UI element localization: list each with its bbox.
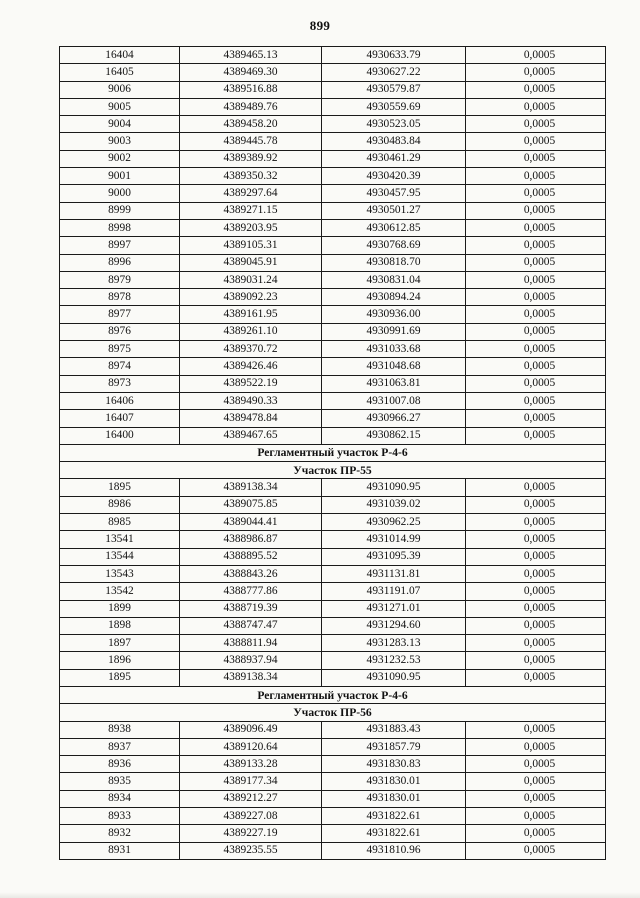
point-number-cell: 16404 (60, 47, 180, 64)
accuracy-cell: 0,0005 (466, 756, 606, 773)
point-number-cell: 8985 (60, 514, 180, 531)
table-row (60, 617, 606, 634)
accuracy-cell: 0,0005 (466, 669, 606, 686)
table-row (60, 652, 606, 669)
table-row (60, 116, 606, 133)
y-coordinate-cell: 4931232.53 (322, 652, 466, 669)
accuracy-cell: 0,0005 (466, 306, 606, 323)
section-heading: Участок ПР-55 (60, 462, 606, 479)
section-heading: Регламентный участок Р-4-6 (60, 444, 606, 461)
x-coordinate-cell: 4389133.28 (180, 756, 322, 773)
accuracy-cell: 0,0005 (466, 375, 606, 392)
y-coordinate-cell: 4930579.87 (322, 81, 466, 98)
table-row (60, 64, 606, 81)
point-number-cell: 1899 (60, 600, 180, 617)
accuracy-cell: 0,0005 (466, 514, 606, 531)
accuracy-cell: 0,0005 (466, 617, 606, 634)
x-coordinate-cell: 4389489.76 (180, 98, 322, 115)
y-coordinate-cell: 4930501.27 (322, 202, 466, 219)
point-number-cell: 8973 (60, 375, 180, 392)
table-row (60, 635, 606, 652)
table-row (60, 392, 606, 409)
y-coordinate-cell: 4931095.39 (322, 548, 466, 565)
y-coordinate-cell: 4931822.61 (322, 825, 466, 842)
accuracy-cell: 0,0005 (466, 548, 606, 565)
point-number-cell: 16406 (60, 392, 180, 409)
table-row (60, 150, 606, 167)
table-row (60, 721, 606, 738)
section-heading: Регламентный участок Р-4-6 (60, 686, 606, 703)
x-coordinate-cell: 4389469.30 (180, 64, 322, 81)
y-coordinate-cell: 4930818.70 (322, 254, 466, 271)
y-coordinate-cell: 4931810.96 (322, 842, 466, 859)
point-number-cell: 8935 (60, 773, 180, 790)
table-row (60, 202, 606, 219)
y-coordinate-cell: 4930461.29 (322, 150, 466, 167)
accuracy-cell: 0,0005 (466, 531, 606, 548)
point-number-cell: 1895 (60, 479, 180, 496)
accuracy-cell: 0,0005 (466, 81, 606, 98)
x-coordinate-cell: 4389516.88 (180, 81, 322, 98)
y-coordinate-cell: 4931033.68 (322, 341, 466, 358)
table-row (60, 271, 606, 288)
section-heading-row (60, 444, 606, 461)
y-coordinate-cell: 4930633.79 (322, 47, 466, 64)
accuracy-cell: 0,0005 (466, 323, 606, 340)
accuracy-cell: 0,0005 (466, 202, 606, 219)
table-row (60, 479, 606, 496)
point-number-cell: 8974 (60, 358, 180, 375)
page-number: 899 (309, 18, 331, 33)
accuracy-cell: 0,0005 (466, 427, 606, 444)
point-number-cell: 9006 (60, 81, 180, 98)
y-coordinate-cell: 4931007.08 (322, 392, 466, 409)
point-number-cell: 1898 (60, 617, 180, 634)
accuracy-cell: 0,0005 (466, 842, 606, 859)
table-row (60, 98, 606, 115)
x-coordinate-cell: 4389044.41 (180, 514, 322, 531)
table-row (60, 289, 606, 306)
accuracy-cell: 0,0005 (466, 150, 606, 167)
table-row (60, 427, 606, 444)
point-number-cell: 13544 (60, 548, 180, 565)
table-row (60, 323, 606, 340)
point-number-cell: 8932 (60, 825, 180, 842)
point-number-cell: 8978 (60, 289, 180, 306)
point-number-cell: 8979 (60, 271, 180, 288)
y-coordinate-cell: 4930831.04 (322, 271, 466, 288)
accuracy-cell: 0,0005 (466, 133, 606, 150)
table-row (60, 219, 606, 236)
x-coordinate-cell: 4389075.85 (180, 496, 322, 513)
accuracy-cell: 0,0005 (466, 168, 606, 185)
y-coordinate-cell: 4931857.79 (322, 738, 466, 755)
accuracy-cell: 0,0005 (466, 237, 606, 254)
accuracy-cell: 0,0005 (466, 825, 606, 842)
table-row (60, 47, 606, 64)
y-coordinate-cell: 4931090.95 (322, 669, 466, 686)
point-number-cell: 8998 (60, 219, 180, 236)
accuracy-cell: 0,0005 (466, 341, 606, 358)
coordinates-table-body (60, 47, 606, 860)
table-row (60, 842, 606, 859)
y-coordinate-cell: 4930991.69 (322, 323, 466, 340)
point-number-cell: 9001 (60, 168, 180, 185)
accuracy-cell: 0,0005 (466, 271, 606, 288)
accuracy-cell: 0,0005 (466, 254, 606, 271)
accuracy-cell: 0,0005 (466, 116, 606, 133)
table-row (60, 531, 606, 548)
coordinates-table (59, 46, 606, 860)
y-coordinate-cell: 4930966.27 (322, 410, 466, 427)
accuracy-cell: 0,0005 (466, 790, 606, 807)
table-row (60, 254, 606, 271)
y-coordinate-cell: 4930894.24 (322, 289, 466, 306)
table-row (60, 669, 606, 686)
point-number-cell: 8934 (60, 790, 180, 807)
point-number-cell: 8996 (60, 254, 180, 271)
y-coordinate-cell: 4931090.95 (322, 479, 466, 496)
table-row (60, 496, 606, 513)
x-coordinate-cell: 4389426.46 (180, 358, 322, 375)
y-coordinate-cell: 4930612.85 (322, 219, 466, 236)
x-coordinate-cell: 4389031.24 (180, 271, 322, 288)
x-coordinate-cell: 4388811.94 (180, 635, 322, 652)
accuracy-cell: 0,0005 (466, 358, 606, 375)
point-number-cell: 9000 (60, 185, 180, 202)
accuracy-cell: 0,0005 (466, 47, 606, 64)
point-number-cell: 8937 (60, 738, 180, 755)
table-row (60, 583, 606, 600)
table-row (60, 81, 606, 98)
accuracy-cell: 0,0005 (466, 219, 606, 236)
x-coordinate-cell: 4388843.26 (180, 565, 322, 582)
accuracy-cell: 0,0005 (466, 583, 606, 600)
table-row (60, 565, 606, 582)
section-heading-row (60, 704, 606, 721)
y-coordinate-cell: 4931830.01 (322, 790, 466, 807)
accuracy-cell: 0,0005 (466, 600, 606, 617)
x-coordinate-cell: 4389227.19 (180, 825, 322, 842)
y-coordinate-cell: 4930523.05 (322, 116, 466, 133)
accuracy-cell: 0,0005 (466, 410, 606, 427)
table-row (60, 375, 606, 392)
x-coordinate-cell: 4389261.10 (180, 323, 322, 340)
accuracy-cell: 0,0005 (466, 635, 606, 652)
scan-bottom-edge (0, 892, 640, 898)
point-number-cell: 9004 (60, 116, 180, 133)
accuracy-cell: 0,0005 (466, 565, 606, 582)
point-number-cell: 8997 (60, 237, 180, 254)
x-coordinate-cell: 4389161.95 (180, 306, 322, 323)
x-coordinate-cell: 4389227.08 (180, 808, 322, 825)
accuracy-cell: 0,0005 (466, 496, 606, 513)
y-coordinate-cell: 4931048.68 (322, 358, 466, 375)
y-coordinate-cell: 4931063.81 (322, 375, 466, 392)
x-coordinate-cell: 4389465.13 (180, 47, 322, 64)
table-row (60, 514, 606, 531)
y-coordinate-cell: 4930627.22 (322, 64, 466, 81)
point-number-cell: 16405 (60, 64, 180, 81)
x-coordinate-cell: 4388986.87 (180, 531, 322, 548)
y-coordinate-cell: 4930420.39 (322, 168, 466, 185)
x-coordinate-cell: 4388895.52 (180, 548, 322, 565)
table-row (60, 756, 606, 773)
x-coordinate-cell: 4389120.64 (180, 738, 322, 755)
y-coordinate-cell: 4931131.81 (322, 565, 466, 582)
point-number-cell: 8977 (60, 306, 180, 323)
x-coordinate-cell: 4389467.65 (180, 427, 322, 444)
x-coordinate-cell: 4389389.92 (180, 150, 322, 167)
x-coordinate-cell: 4389458.20 (180, 116, 322, 133)
table-row (60, 808, 606, 825)
x-coordinate-cell: 4389092.23 (180, 289, 322, 306)
accuracy-cell: 0,0005 (466, 64, 606, 81)
section-heading: Участок ПР-56 (60, 704, 606, 721)
point-number-cell: 8986 (60, 496, 180, 513)
y-coordinate-cell: 4931822.61 (322, 808, 466, 825)
accuracy-cell: 0,0005 (466, 652, 606, 669)
point-number-cell: 8936 (60, 756, 180, 773)
point-number-cell: 8999 (60, 202, 180, 219)
y-coordinate-cell: 4931014.99 (322, 531, 466, 548)
table-row (60, 341, 606, 358)
x-coordinate-cell: 4389045.91 (180, 254, 322, 271)
x-coordinate-cell: 4389478.84 (180, 410, 322, 427)
x-coordinate-cell: 4389490.33 (180, 392, 322, 409)
section-heading-row (60, 462, 606, 479)
section-heading-row (60, 686, 606, 703)
point-number-cell: 16400 (60, 427, 180, 444)
x-coordinate-cell: 4389350.32 (180, 168, 322, 185)
y-coordinate-cell: 4931191.07 (322, 583, 466, 600)
point-number-cell: 8976 (60, 323, 180, 340)
table-row (60, 133, 606, 150)
table-row (60, 185, 606, 202)
x-coordinate-cell: 4389177.34 (180, 773, 322, 790)
table-row (60, 358, 606, 375)
table-row (60, 738, 606, 755)
point-number-cell: 9002 (60, 150, 180, 167)
x-coordinate-cell: 4389138.34 (180, 479, 322, 496)
y-coordinate-cell: 4931883.43 (322, 721, 466, 738)
point-number-cell: 8975 (60, 341, 180, 358)
x-coordinate-cell: 4389096.49 (180, 721, 322, 738)
accuracy-cell: 0,0005 (466, 392, 606, 409)
table-row (60, 790, 606, 807)
x-coordinate-cell: 4389235.55 (180, 842, 322, 859)
y-coordinate-cell: 4931830.01 (322, 773, 466, 790)
x-coordinate-cell: 4389105.31 (180, 237, 322, 254)
point-number-cell: 8931 (60, 842, 180, 859)
y-coordinate-cell: 4930936.00 (322, 306, 466, 323)
y-coordinate-cell: 4930483.84 (322, 133, 466, 150)
x-coordinate-cell: 4389370.72 (180, 341, 322, 358)
accuracy-cell: 0,0005 (466, 479, 606, 496)
y-coordinate-cell: 4931271.01 (322, 600, 466, 617)
table-row (60, 168, 606, 185)
accuracy-cell: 0,0005 (466, 773, 606, 790)
point-number-cell: 1896 (60, 652, 180, 669)
y-coordinate-cell: 4930862.15 (322, 427, 466, 444)
table-row (60, 600, 606, 617)
y-coordinate-cell: 4930962.25 (322, 514, 466, 531)
accuracy-cell: 0,0005 (466, 738, 606, 755)
y-coordinate-cell: 4931294.60 (322, 617, 466, 634)
table-row (60, 410, 606, 427)
point-number-cell: 13542 (60, 583, 180, 600)
x-coordinate-cell: 4389138.34 (180, 669, 322, 686)
point-number-cell: 13543 (60, 565, 180, 582)
x-coordinate-cell: 4388937.94 (180, 652, 322, 669)
table-row (60, 237, 606, 254)
point-number-cell: 9005 (60, 98, 180, 115)
table-row (60, 306, 606, 323)
accuracy-cell: 0,0005 (466, 185, 606, 202)
y-coordinate-cell: 4930457.95 (322, 185, 466, 202)
accuracy-cell: 0,0005 (466, 808, 606, 825)
point-number-cell: 9003 (60, 133, 180, 150)
point-number-cell: 8933 (60, 808, 180, 825)
x-coordinate-cell: 4389297.64 (180, 185, 322, 202)
x-coordinate-cell: 4389522.19 (180, 375, 322, 392)
y-coordinate-cell: 4931283.13 (322, 635, 466, 652)
accuracy-cell: 0,0005 (466, 98, 606, 115)
x-coordinate-cell: 4388719.39 (180, 600, 322, 617)
x-coordinate-cell: 4389271.15 (180, 202, 322, 219)
accuracy-cell: 0,0005 (466, 721, 606, 738)
x-coordinate-cell: 4388747.47 (180, 617, 322, 634)
x-coordinate-cell: 4389203.95 (180, 219, 322, 236)
table-row (60, 825, 606, 842)
accuracy-cell: 0,0005 (466, 289, 606, 306)
x-coordinate-cell: 4389212.27 (180, 790, 322, 807)
y-coordinate-cell: 4930768.69 (322, 237, 466, 254)
x-coordinate-cell: 4388777.86 (180, 583, 322, 600)
point-number-cell: 13541 (60, 531, 180, 548)
y-coordinate-cell: 4931830.83 (322, 756, 466, 773)
point-number-cell: 16407 (60, 410, 180, 427)
point-number-cell: 1895 (60, 669, 180, 686)
x-coordinate-cell: 4389445.78 (180, 133, 322, 150)
y-coordinate-cell: 4930559.69 (322, 98, 466, 115)
table-row (60, 773, 606, 790)
y-coordinate-cell: 4931039.02 (322, 496, 466, 513)
point-number-cell: 8938 (60, 721, 180, 738)
table-row (60, 548, 606, 565)
point-number-cell: 1897 (60, 635, 180, 652)
